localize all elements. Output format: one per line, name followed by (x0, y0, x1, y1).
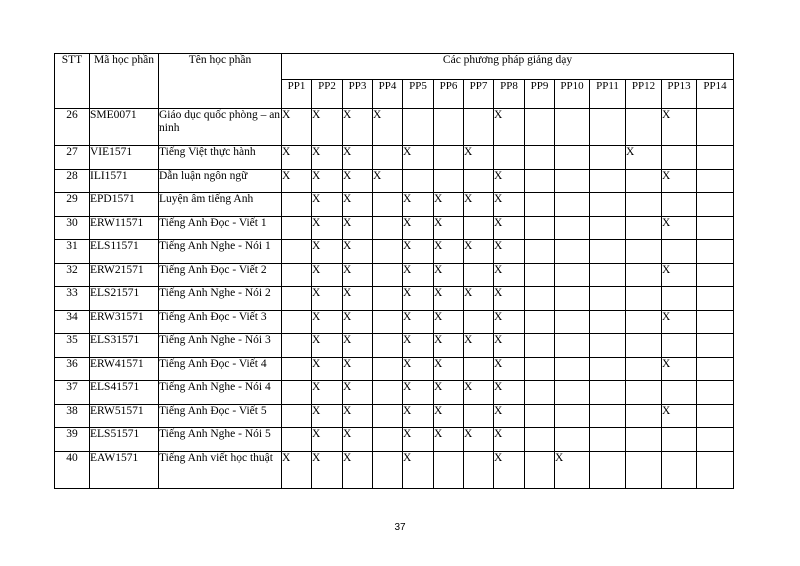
table-row (55, 287, 734, 311)
method-mark-pp4 (373, 428, 403, 452)
column-group-teaching-methods: Các phương pháp giảng dạy (282, 54, 734, 80)
method-mark-pp4 (373, 334, 403, 358)
method-mark-pp13 (662, 451, 697, 488)
column-header-pp14: PP14 (697, 80, 734, 109)
method-mark-pp8: X (494, 451, 525, 488)
method-mark-pp1 (282, 310, 312, 334)
method-mark-pp12 (626, 193, 662, 217)
method-mark-pp14 (697, 310, 734, 334)
method-mark-pp1: X (282, 169, 312, 193)
method-mark-pp3: X (343, 216, 373, 240)
column-header-pp12: PP12 (626, 80, 662, 109)
method-mark-pp13 (662, 146, 697, 170)
method-mark-pp10 (555, 240, 590, 264)
course-code: EPD1571 (90, 193, 159, 217)
method-mark-pp9 (525, 109, 555, 146)
method-mark-pp5: X (403, 146, 434, 170)
table-row (55, 451, 734, 488)
course-code: ERW21571 (90, 263, 159, 287)
column-header-course-code: Mã học phần (90, 54, 159, 109)
method-mark-pp3: X (343, 381, 373, 405)
method-mark-pp12 (626, 404, 662, 428)
method-mark-pp6: X (434, 404, 464, 428)
method-mark-pp10 (555, 109, 590, 146)
method-mark-pp1: X (282, 109, 312, 146)
method-mark-pp2: X (312, 357, 343, 381)
method-mark-pp8: X (494, 193, 525, 217)
row-stt: 35 (55, 334, 90, 358)
method-mark-pp4 (373, 451, 403, 488)
row-stt: 28 (55, 169, 90, 193)
method-mark-pp5: X (403, 334, 434, 358)
method-mark-pp9 (525, 451, 555, 488)
method-mark-pp8: X (494, 357, 525, 381)
method-mark-pp14 (697, 216, 734, 240)
method-mark-pp2: X (312, 381, 343, 405)
method-mark-pp5: X (403, 263, 434, 287)
course-name: Luyện âm tiếng Anh (159, 193, 282, 217)
method-mark-pp1 (282, 334, 312, 358)
method-mark-pp14 (697, 381, 734, 405)
method-mark-pp8 (494, 146, 525, 170)
course-name: Tiếng Anh Nghe - Nói 4 (159, 381, 282, 405)
method-mark-pp1: X (282, 451, 312, 488)
course-name: Tiếng Anh Nghe - Nói 3 (159, 334, 282, 358)
method-mark-pp7: X (464, 381, 494, 405)
course-code: ERW41571 (90, 357, 159, 381)
method-mark-pp7 (464, 451, 494, 488)
method-mark-pp2: X (312, 334, 343, 358)
method-mark-pp12 (626, 287, 662, 311)
teaching-methods-table (54, 53, 734, 489)
method-mark-pp3: X (343, 334, 373, 358)
method-mark-pp13: X (662, 404, 697, 428)
method-mark-pp2: X (312, 287, 343, 311)
method-mark-pp8: X (494, 381, 525, 405)
method-mark-pp4 (373, 193, 403, 217)
method-mark-pp9 (525, 193, 555, 217)
method-mark-pp4 (373, 310, 403, 334)
method-mark-pp7: X (464, 193, 494, 217)
method-mark-pp1 (282, 404, 312, 428)
method-mark-pp12: X (626, 146, 662, 170)
row-stt: 30 (55, 216, 90, 240)
method-mark-pp8: X (494, 240, 525, 264)
method-mark-pp13: X (662, 263, 697, 287)
method-mark-pp12 (626, 310, 662, 334)
course-code: EAW1571 (90, 451, 159, 488)
method-mark-pp5: X (403, 310, 434, 334)
method-mark-pp3: X (343, 428, 373, 452)
method-mark-pp1: X (282, 146, 312, 170)
method-mark-pp10 (555, 428, 590, 452)
method-mark-pp6: X (434, 287, 464, 311)
method-mark-pp11 (590, 287, 626, 311)
method-mark-pp3: X (343, 451, 373, 488)
row-stt: 40 (55, 451, 90, 488)
table-row (55, 193, 734, 217)
method-mark-pp9 (525, 381, 555, 405)
method-mark-pp6 (434, 146, 464, 170)
method-mark-pp1 (282, 287, 312, 311)
method-mark-pp8: X (494, 334, 525, 358)
method-mark-pp4 (373, 263, 403, 287)
column-header-pp9: PP9 (525, 80, 555, 109)
course-name: Tiếng Việt thực hành (159, 146, 282, 170)
table-body (55, 109, 734, 489)
method-mark-pp5 (403, 109, 434, 146)
method-mark-pp9 (525, 146, 555, 170)
table-row (55, 381, 734, 405)
table-row (55, 357, 734, 381)
method-mark-pp13: X (662, 216, 697, 240)
method-mark-pp4 (373, 287, 403, 311)
method-mark-pp3: X (343, 169, 373, 193)
method-mark-pp6 (434, 169, 464, 193)
method-mark-pp11 (590, 216, 626, 240)
method-mark-pp3: X (343, 240, 373, 264)
course-name: Tiếng Anh Nghe - Nói 5 (159, 428, 282, 452)
method-mark-pp7 (464, 404, 494, 428)
method-mark-pp9 (525, 357, 555, 381)
course-name: Tiếng Anh Đọc - Viết 3 (159, 310, 282, 334)
method-mark-pp12 (626, 263, 662, 287)
method-mark-pp3: X (343, 263, 373, 287)
method-mark-pp9 (525, 404, 555, 428)
row-stt: 33 (55, 287, 90, 311)
method-mark-pp4 (373, 381, 403, 405)
row-stt: 27 (55, 146, 90, 170)
course-code: VIE1571 (90, 146, 159, 170)
method-mark-pp8: X (494, 216, 525, 240)
method-mark-pp3: X (343, 404, 373, 428)
method-mark-pp10 (555, 357, 590, 381)
method-mark-pp4 (373, 404, 403, 428)
method-mark-pp14 (697, 404, 734, 428)
method-mark-pp1 (282, 428, 312, 452)
course-name: Dẫn luận ngôn ngữ (159, 169, 282, 193)
method-mark-pp7 (464, 109, 494, 146)
method-mark-pp10 (555, 169, 590, 193)
method-mark-pp4 (373, 357, 403, 381)
method-mark-pp10 (555, 287, 590, 311)
method-mark-pp11 (590, 193, 626, 217)
method-mark-pp6: X (434, 216, 464, 240)
course-name: Tiếng Anh Đọc - Viết 2 (159, 263, 282, 287)
method-mark-pp11 (590, 404, 626, 428)
method-mark-pp7: X (464, 428, 494, 452)
method-mark-pp4 (373, 216, 403, 240)
method-mark-pp7 (464, 169, 494, 193)
method-mark-pp12 (626, 216, 662, 240)
method-mark-pp12 (626, 334, 662, 358)
method-mark-pp5: X (403, 428, 434, 452)
method-mark-pp14 (697, 357, 734, 381)
method-mark-pp9 (525, 263, 555, 287)
course-code: ELS51571 (90, 428, 159, 452)
method-mark-pp12 (626, 240, 662, 264)
method-mark-pp8: X (494, 263, 525, 287)
row-stt: 37 (55, 381, 90, 405)
table-row (55, 240, 734, 264)
method-mark-pp1 (282, 240, 312, 264)
method-mark-pp5: X (403, 287, 434, 311)
table-row (55, 263, 734, 287)
method-mark-pp8: X (494, 404, 525, 428)
method-mark-pp13 (662, 381, 697, 405)
method-mark-pp13 (662, 240, 697, 264)
course-code: ELS31571 (90, 334, 159, 358)
method-mark-pp13: X (662, 109, 697, 146)
method-mark-pp6 (434, 109, 464, 146)
table-row (55, 404, 734, 428)
method-mark-pp6: X (434, 193, 464, 217)
method-mark-pp7: X (464, 146, 494, 170)
method-mark-pp10 (555, 193, 590, 217)
method-mark-pp13: X (662, 169, 697, 193)
method-mark-pp2: X (312, 263, 343, 287)
column-header-course-name: Tên học phần (159, 54, 282, 109)
course-code: ERW51571 (90, 404, 159, 428)
method-mark-pp14 (697, 451, 734, 488)
method-mark-pp14 (697, 169, 734, 193)
method-mark-pp8: X (494, 287, 525, 311)
method-mark-pp4: X (373, 109, 403, 146)
method-mark-pp1 (282, 357, 312, 381)
method-mark-pp14 (697, 109, 734, 146)
method-mark-pp3: X (343, 146, 373, 170)
course-name: Tiếng Anh Đọc - Viết 1 (159, 216, 282, 240)
method-mark-pp3: X (343, 357, 373, 381)
table-row (55, 216, 734, 240)
method-mark-pp2: X (312, 109, 343, 146)
method-mark-pp9 (525, 287, 555, 311)
method-mark-pp14 (697, 263, 734, 287)
method-mark-pp1 (282, 193, 312, 217)
course-code: SME0071 (90, 109, 159, 146)
course-name: Tiếng Anh Nghe - Nói 2 (159, 287, 282, 311)
method-mark-pp2: X (312, 169, 343, 193)
row-stt: 38 (55, 404, 90, 428)
method-mark-pp3: X (343, 310, 373, 334)
column-header-pp6: PP6 (434, 80, 464, 109)
method-mark-pp6: X (434, 263, 464, 287)
method-mark-pp12 (626, 428, 662, 452)
column-header-pp5: PP5 (403, 80, 434, 109)
method-mark-pp6: X (434, 310, 464, 334)
method-mark-pp13 (662, 428, 697, 452)
method-mark-pp11 (590, 451, 626, 488)
method-mark-pp1 (282, 263, 312, 287)
method-mark-pp9 (525, 240, 555, 264)
row-stt: 36 (55, 357, 90, 381)
method-mark-pp3: X (343, 193, 373, 217)
method-mark-pp10 (555, 310, 590, 334)
row-stt: 31 (55, 240, 90, 264)
method-mark-pp11 (590, 428, 626, 452)
method-mark-pp13 (662, 193, 697, 217)
method-mark-pp12 (626, 451, 662, 488)
method-mark-pp2: X (312, 451, 343, 488)
column-header-pp2: PP2 (312, 80, 343, 109)
method-mark-pp2: X (312, 240, 343, 264)
method-mark-pp8: X (494, 169, 525, 193)
table-row (55, 334, 734, 358)
method-mark-pp12 (626, 381, 662, 405)
method-mark-pp12 (626, 357, 662, 381)
method-mark-pp11 (590, 334, 626, 358)
method-mark-pp13 (662, 334, 697, 358)
method-mark-pp14 (697, 146, 734, 170)
method-mark-pp7 (464, 357, 494, 381)
method-mark-pp3: X (343, 287, 373, 311)
method-mark-pp5: X (403, 216, 434, 240)
method-mark-pp7: X (464, 334, 494, 358)
column-header-pp10: PP10 (555, 80, 590, 109)
course-name: Tiếng Anh viết học thuật (159, 451, 282, 488)
method-mark-pp7 (464, 216, 494, 240)
table-row (55, 310, 734, 334)
column-header-pp1: PP1 (282, 80, 312, 109)
row-stt: 32 (55, 263, 90, 287)
method-mark-pp6: X (434, 334, 464, 358)
method-mark-pp5 (403, 169, 434, 193)
course-code: ELS21571 (90, 287, 159, 311)
method-mark-pp6 (434, 451, 464, 488)
course-name: Tiếng Anh Đọc - Viết 4 (159, 357, 282, 381)
method-mark-pp13: X (662, 357, 697, 381)
method-mark-pp11 (590, 310, 626, 334)
course-code: ELS11571 (90, 240, 159, 264)
method-mark-pp2: X (312, 146, 343, 170)
table-row (55, 146, 734, 170)
method-mark-pp13 (662, 287, 697, 311)
method-mark-pp14 (697, 334, 734, 358)
method-mark-pp7 (464, 310, 494, 334)
row-stt: 26 (55, 109, 90, 146)
method-mark-pp5: X (403, 193, 434, 217)
method-mark-pp2: X (312, 216, 343, 240)
method-mark-pp7: X (464, 287, 494, 311)
method-mark-pp8: X (494, 310, 525, 334)
table-row (55, 109, 734, 146)
row-stt: 34 (55, 310, 90, 334)
method-mark-pp10 (555, 146, 590, 170)
method-mark-pp14 (697, 287, 734, 311)
method-mark-pp5: X (403, 404, 434, 428)
method-mark-pp5: X (403, 451, 434, 488)
method-mark-pp11 (590, 109, 626, 146)
table-row (55, 169, 734, 193)
course-code: ELS41571 (90, 381, 159, 405)
method-mark-pp1 (282, 216, 312, 240)
method-mark-pp6: X (434, 357, 464, 381)
method-mark-pp2: X (312, 310, 343, 334)
method-mark-pp3: X (343, 109, 373, 146)
method-mark-pp11 (590, 263, 626, 287)
column-header-pp11: PP11 (590, 80, 626, 109)
method-mark-pp12 (626, 169, 662, 193)
method-mark-pp8: X (494, 109, 525, 146)
method-mark-pp11 (590, 357, 626, 381)
method-mark-pp7 (464, 263, 494, 287)
column-header-pp8: PP8 (494, 80, 525, 109)
method-mark-pp10 (555, 263, 590, 287)
column-header-pp3: PP3 (343, 80, 373, 109)
method-mark-pp12 (626, 109, 662, 146)
method-mark-pp5: X (403, 240, 434, 264)
method-mark-pp9 (525, 428, 555, 452)
course-code: ERW11571 (90, 216, 159, 240)
page-number: 37 (394, 522, 406, 533)
method-mark-pp4 (373, 240, 403, 264)
column-header-pp7: PP7 (464, 80, 494, 109)
row-stt: 39 (55, 428, 90, 452)
method-mark-pp10 (555, 381, 590, 405)
course-name: Tiếng Anh Đọc - Viết 5 (159, 404, 282, 428)
column-header-pp4: PP4 (373, 80, 403, 109)
method-mark-pp10 (555, 404, 590, 428)
method-mark-pp2: X (312, 428, 343, 452)
method-mark-pp5: X (403, 381, 434, 405)
method-mark-pp11 (590, 381, 626, 405)
course-code: ERW31571 (90, 310, 159, 334)
row-stt: 29 (55, 193, 90, 217)
course-name: Tiếng Anh Nghe - Nói 1 (159, 240, 282, 264)
method-mark-pp6: X (434, 381, 464, 405)
method-mark-pp1 (282, 381, 312, 405)
method-mark-pp10 (555, 216, 590, 240)
method-mark-pp2: X (312, 193, 343, 217)
method-mark-pp13: X (662, 310, 697, 334)
course-code: ILI1571 (90, 169, 159, 193)
method-mark-pp8: X (494, 428, 525, 452)
method-mark-pp5: X (403, 357, 434, 381)
method-mark-pp11 (590, 240, 626, 264)
column-header-stt: STT (55, 54, 90, 109)
method-mark-pp10 (555, 334, 590, 358)
method-mark-pp9 (525, 334, 555, 358)
method-mark-pp2: X (312, 404, 343, 428)
course-name: Giáo dục quốc phòng – an ninh (159, 109, 282, 146)
table-row (55, 428, 734, 452)
column-header-pp13: PP13 (662, 80, 697, 109)
method-mark-pp4 (373, 146, 403, 170)
method-mark-pp14 (697, 428, 734, 452)
method-mark-pp9 (525, 216, 555, 240)
method-mark-pp6: X (434, 428, 464, 452)
method-mark-pp7: X (464, 240, 494, 264)
method-mark-pp4: X (373, 169, 403, 193)
method-mark-pp6: X (434, 240, 464, 264)
method-mark-pp11 (590, 146, 626, 170)
method-mark-pp10: X (555, 451, 590, 488)
method-mark-pp14 (697, 193, 734, 217)
method-mark-pp14 (697, 240, 734, 264)
method-mark-pp9 (525, 310, 555, 334)
method-mark-pp11 (590, 169, 626, 193)
method-mark-pp9 (525, 169, 555, 193)
